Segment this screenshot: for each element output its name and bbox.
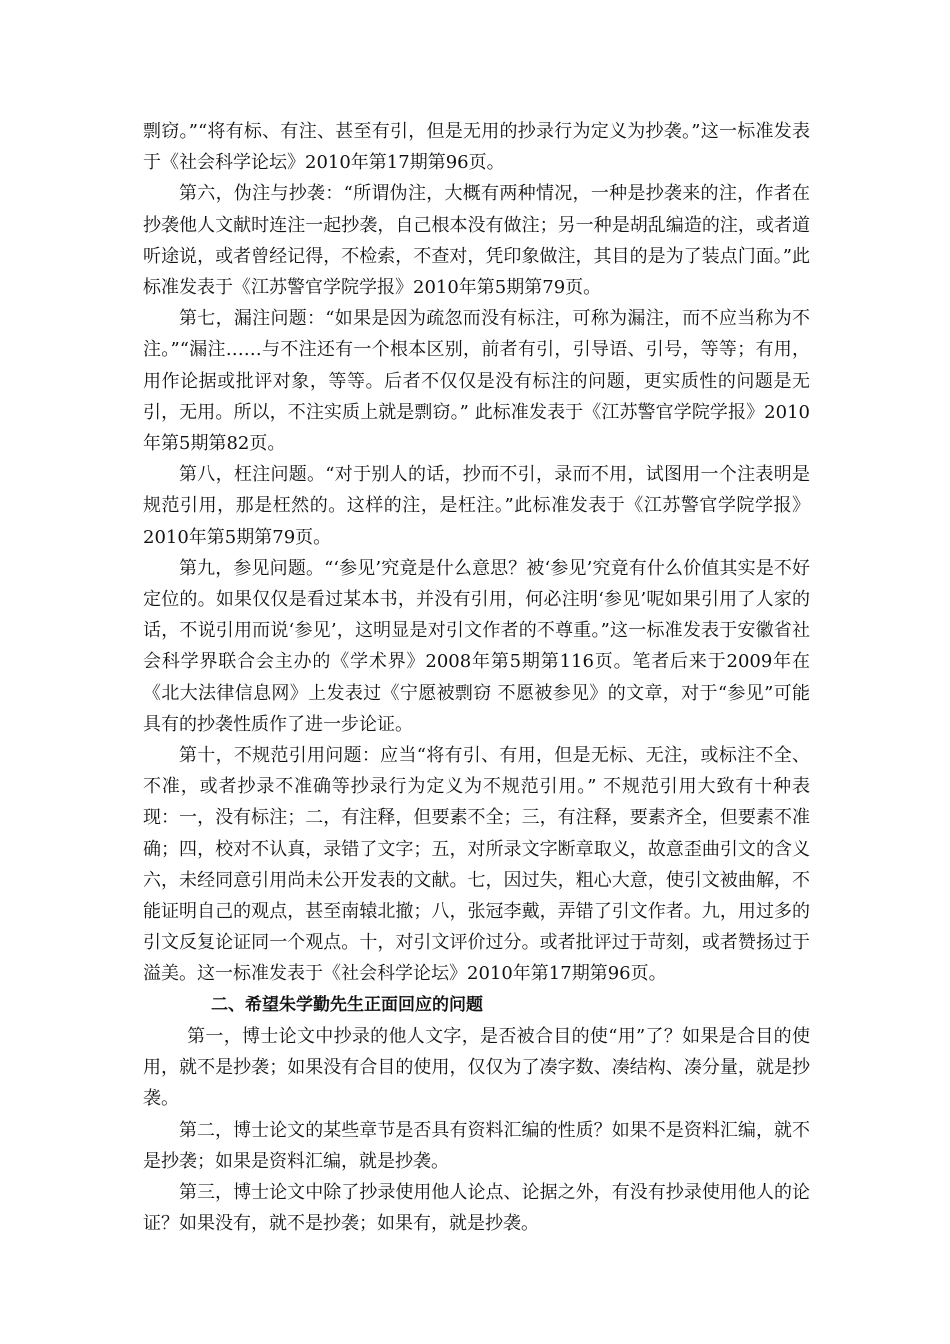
- paragraph-tenth-standard: 第十，不规范引用问题：应当“将有引、有用，但是无标、无注，或标注不全、不准，或者抄录不准确等抄录行为定义为不规范引用。” 不规范引用大致有十种表现：一，没有标注；二，有注释，但要素不全；三，有注释，要素齐全，但要素不准确；四，校对不认真，录错了文字；五，对所录文字断章取义，故意歪曲引文的含义六，未经同意引用尚未公开发表的文献。七，因过失，粗心大意，使引文被曲解，不能证明自己的观点，甚至南辕北撤；八，张冠李戴，弄错了引文作者。九，用过多的引文反复论证同一个观点。十，对引文评价过分。或者批评过于苛刻，或者赞扬过于溢美。这一标准发表于《社会科学论坛》2010年第17期第96页。: [143, 745, 810, 985]
- paragraph-seventh-standard: 第七，漏注问题：“如果是因为疏忽而没有标注，可称为漏注，而不应当称为不注。”“漏注……与不注还有一个根本区别，前者有引，引导语、引号，等等；有用，用作论据或批评对象，等等。后者不仅仅是没有标注的问题，更实质性的问题是无引，无用。所以，不注实质上就是剽窃。” 此标准发表于《江苏警官学院学报》2010年第5期第82页。: [143, 308, 810, 455]
- paragraph-question-two: 第二，博士论文的某些章节是否具有资料汇编的性质？如果不是资料汇编，就不是抄袭；如果是资料汇编，就是抄袭。: [143, 1119, 810, 1172]
- paragraph-question-three: 第三，博士论文中除了抄录使用他人论点、论据之外，有没有抄录使用他人的论证？如果没有，就不是抄袭；如果有，就是抄袭。: [143, 1181, 810, 1235]
- paragraph-continuation: 剽窃。”“将有标、有注、甚至有引，但是无用的抄录行为定义为抄袭。”这一标准发表于《社会科学论坛》2010年第17期第96页。: [143, 121, 810, 174]
- document-body: [143, 116, 810, 1239]
- paragraph-ninth-standard: 第九，参见问题。“‘参见’究竟是什么意思？被‘参见’究竟有什么价值其实是不好定位的。如果仅仅是看过某本书，并没有引用，何必注明‘参见’呢如果引用了人家的话，不说引用而说‘参见’，这明显是对引文作者的不尊重。”这一标准发表于安徽省社会科学界联合会主办的《学术界》2008年第5期第116页。笔者后来于2009年在《北大法律信息网》上发表过《宁愿被剽窃 不愿被参见》的文章，对于“参见”可能具有的抄袭性质作了进一步论证。: [143, 557, 810, 735]
- paragraph-eighth-standard: 第八，枉注问题。“对于别人的话，抄而不引，录而不用，试图用一个注表明是规范引用，那是枉然的。这样的注，是枉注。”此标准发表于《江苏警官学院学报》2010年第5期第79页。: [143, 464, 810, 548]
- paragraph-question-one: 第一，博士论文中抄录的他人文字，是否被合目的使“用”了？如果是合目的使用，就不是抄袭；如果没有合目的使用，仅仅为了凑字数、凑结构、凑分量，就是抄袭。: [143, 1025, 810, 1110]
- paragraph-sixth-standard: 第六，伪注与抄袭：“所谓伪注，大概有两种情况，一种是抄袭来的注，作者在抄袭他人文献时连注一起抄袭，自己根本没有做注；另一种是胡乱编造的注，或者道听途说，或者曾经记得，不检索，不查对，凭印象做注，其目的是为了装点门面。”此标准发表于《江苏警官学院学报》2010年第5期第79页。: [143, 183, 810, 299]
- section-heading: 二、希望朱学勤先生正面回应的问题: [211, 994, 483, 1015]
